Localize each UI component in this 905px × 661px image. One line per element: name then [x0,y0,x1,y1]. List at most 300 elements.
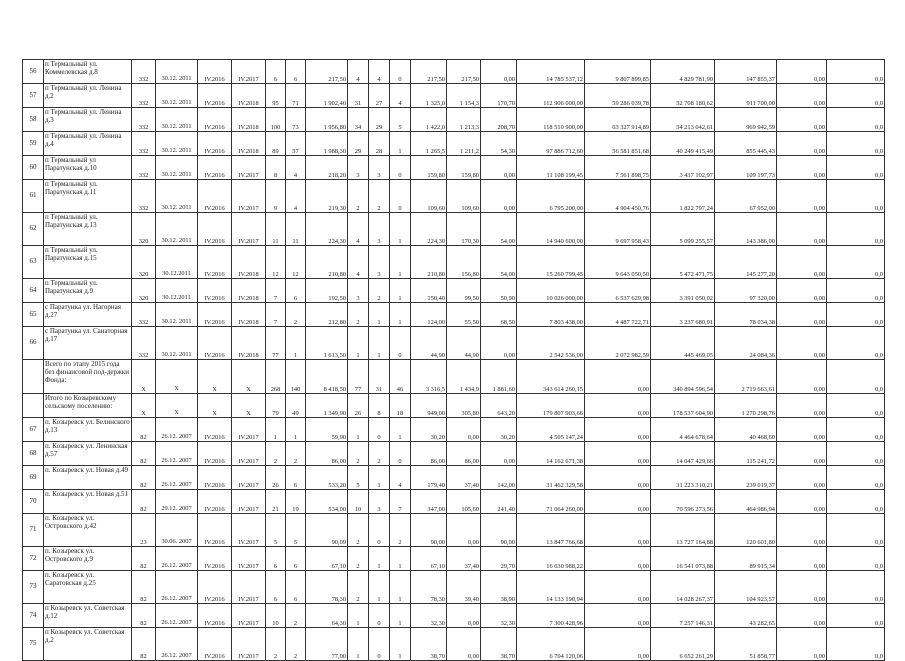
cell-c12: 1 211,2 [447,132,481,156]
address-cell: п. Козыревск ул. Белинского д.13 [44,418,132,442]
cell-c6: 6 [286,60,306,84]
cell-c4: IV.2017 [232,571,266,604]
cell-c1: 332 [132,156,156,180]
address-cell: п Термальный ул. Ленина д.2 [44,84,132,108]
cell-c19: 0,0 [827,327,885,360]
cell-c15: 0,00 [585,628,651,661]
cell-c15: 0,00 [585,514,651,547]
cell-c16: 31 223 310,21 [651,466,715,490]
cell-c3: IV.2016 [198,490,232,514]
cell-c12: 170,30 [447,213,481,246]
address-cell: п Термальный ул. Коммелевская д.8 [44,60,132,84]
cell-c4: IV.2018 [232,279,266,303]
cell-c7: 1 956,80 [306,108,348,132]
cell-c4: IV.2018 [232,246,266,279]
cell-c1: X [132,394,156,418]
cell-c18: 0,00 [777,628,827,661]
cell-c2: 30.12.2011 [156,246,198,279]
cell-c7: 59,90 [306,418,348,442]
cell-c2: X [156,360,198,394]
table-row [23,466,885,490]
cell-c3: IV.2016 [198,213,232,246]
cell-c5: 5 [266,514,286,547]
cell-c1: 82 [132,466,156,490]
cell-c17: 147 855,37 [715,60,777,84]
cell-c7: 1 988,30 [306,132,348,156]
cell-c9: 0 [369,628,390,661]
table-body [23,60,885,661]
cell-c10: 4 [390,84,411,108]
cell-c19: 0,0 [827,246,885,279]
cell-c5: 2 [266,442,286,466]
cell-c5: 26 [266,466,286,490]
cell-c10: 0 [390,442,411,466]
cell-c6: 73 [286,108,306,132]
cell-c12: 37,40 [447,466,481,490]
cell-c6: 140 [286,360,306,394]
cell-c19: 0,0 [827,442,885,466]
cell-c15: 0,00 [585,466,651,490]
cell-c10: 1 [390,418,411,442]
cell-c12: 39,40 [447,571,481,604]
cell-c3: IV.2016 [198,514,232,547]
cell-c1: 332 [132,60,156,84]
cell-c17: 464 986,94 [715,490,777,514]
cell-c17: 115 241,72 [715,442,777,466]
table-row [23,246,885,279]
cell-c13: 90,00 [481,514,517,547]
cell-c11: 217,50 [411,60,447,84]
cell-c4: IV.2017 [232,60,266,84]
cell-c8: 26 [348,394,369,418]
cell-c17: 67 952,00 [715,180,777,213]
row-number: 66 [23,327,44,360]
cell-c15: 4 487 722,71 [585,303,651,327]
table-row [23,60,885,84]
cell-c19: 0,0 [827,180,885,213]
cell-c10: 1 [390,303,411,327]
table-row [23,571,885,604]
cell-c7: 218,20 [306,156,348,180]
cell-c11: 949,00 [411,394,447,418]
address-cell: с Паратунка ул. Нагорная д.27 [44,303,132,327]
cell-c14: 16 630 988,22 [517,547,585,571]
cell-c6: 2 [286,628,306,661]
cell-c13: 54,00 [481,246,517,279]
cell-c15: 9 643 050,50 [585,246,651,279]
cell-c15: 2 072 982,59 [585,327,651,360]
cell-c18: 0,00 [777,180,827,213]
cell-c18: 0,00 [777,327,827,360]
cell-c10: 5 [390,108,411,132]
cell-c11: 159,80 [411,156,447,180]
address-cell: с Паратунка ул. Санаторная д.17 [44,327,132,360]
table-row [23,442,885,466]
cell-c18: 0,00 [777,394,827,418]
cell-c10: 1 [390,628,411,661]
cell-c3: IV.2016 [198,180,232,213]
row-number [23,394,44,418]
cell-c16: 445 469,05 [651,327,715,360]
cell-c14: 10 026 000,00 [517,279,585,303]
cell-c15: 59 286 039,78 [585,84,651,108]
cell-c8: 1 [348,418,369,442]
row-number: 70 [23,490,44,514]
cell-c5: 2 [266,628,286,661]
address-cell: п. Козыревск ул. Островского д.9 [44,547,132,571]
cell-c9: 3 [369,246,390,279]
cell-c16: 5 099 255,57 [651,213,715,246]
cell-c12: 37,40 [447,547,481,571]
cell-c16: 6 652 261,29 [651,628,715,661]
cell-c9: 2 [369,442,390,466]
cell-c12: 156,80 [447,246,481,279]
cell-c7: 210,80 [306,246,348,279]
cell-c5: 11 [266,213,286,246]
cell-c17: 40 468,60 [715,418,777,442]
cell-c4: IV.2017 [232,514,266,547]
cell-c5: 7 [266,279,286,303]
cell-c15: 0,00 [585,418,651,442]
cell-c9: 3 [369,490,390,514]
cell-c11: 224,30 [411,213,447,246]
cell-c14: 14 133 190,94 [517,571,585,604]
cell-c8: 1 [348,604,369,628]
table-row [23,514,885,547]
cell-c8: 2 [348,571,369,604]
cell-c2: 30.12. 2011 [156,213,198,246]
cell-c5: 12 [266,246,286,279]
cell-c7: 217,50 [306,60,348,84]
cell-c2: 30.06. 2007 [156,514,198,547]
cell-c16: 14 028 267,37 [651,571,715,604]
cell-c8: 31 [348,84,369,108]
cell-c16: 52 708 180,62 [651,84,715,108]
cell-c19: 0,0 [827,303,885,327]
cell-c13: 241,40 [481,490,517,514]
cell-c16: 4 464 678,64 [651,418,715,442]
cell-c17: 969 942,59 [715,108,777,132]
cell-c17: 911 700,00 [715,84,777,108]
cell-c19: 0,0 [827,394,885,418]
cell-c1: 320 [132,213,156,246]
cell-c9: 3 [369,156,390,180]
cell-c7: 77,00 [306,628,348,661]
cell-c2: 30.12. 2011 [156,60,198,84]
cell-c2: 26.12. 2007 [156,466,198,490]
cell-c10: 1 [390,604,411,628]
cell-c10: 1 [390,213,411,246]
cell-c4: IV.2018 [232,327,266,360]
row-number: 75 [23,628,44,661]
cell-c3: IV.2016 [198,279,232,303]
address-cell: п Термальный ул. Ленина д.4 [44,132,132,156]
cell-c13: 30,20 [481,418,517,442]
cell-c13: 0,00 [481,180,517,213]
cell-c9: 2 [369,180,390,213]
cell-c1: 82 [132,442,156,466]
cell-c5: 89 [266,132,286,156]
table-row [23,418,885,442]
cell-c4: IV.2017 [232,466,266,490]
cell-c4: IV.2017 [232,628,266,661]
row-number: 61 [23,180,44,213]
cell-c2: 26.12. 2007 [156,628,198,661]
cell-c1: 332 [132,180,156,213]
cell-c4: X [232,394,266,418]
cell-c18: 0,00 [777,108,827,132]
cell-c10: 0 [390,180,411,213]
cell-c8: 3 [348,279,369,303]
address-cell: п. Козыревск ул. Островского д.42 [44,514,132,547]
cell-c19: 0,0 [827,279,885,303]
cell-c17: 78 034,38 [715,303,777,327]
cell-c7: 1 902,40 [306,84,348,108]
cell-c16: 7 257 146,31 [651,604,715,628]
cell-c14: 31 462 329,58 [517,466,585,490]
cell-c13: 0,00 [481,60,517,84]
cell-c5: 77 [266,327,286,360]
cell-c6: 11 [286,213,306,246]
address-cell: п Козыревск ул. Советская д.12 [44,604,132,628]
cell-c18: 0,00 [777,60,827,84]
cell-c19: 0,0 [827,156,885,180]
cell-c11: 347,00 [411,490,447,514]
cell-c7: 224,30 [306,213,348,246]
row-number: 67 [23,418,44,442]
cell-c6: 1 [286,418,306,442]
cell-c15: 6 537 629,98 [585,279,651,303]
cell-c14: 6 795 200,00 [517,180,585,213]
cell-c8: 4 [348,60,369,84]
housing-program-table [22,59,885,661]
cell-c6: 4 [286,156,306,180]
cell-c11: 150,40 [411,279,447,303]
row-number: 69 [23,466,44,490]
cell-c5: 21 [266,490,286,514]
table-row [23,156,885,180]
cell-c17: 145 277,20 [715,246,777,279]
cell-c12: 99,50 [447,279,481,303]
row-number [23,360,44,394]
cell-c11: 32,30 [411,604,447,628]
cell-c9: 1 [369,571,390,604]
cell-c5: 95 [266,84,286,108]
cell-c10: 0 [390,60,411,84]
cell-c2: 26.12. 2007 [156,604,198,628]
cell-c15: 4 904 450,76 [585,180,651,213]
cell-c10: 1 [390,279,411,303]
cell-c13: 142,00 [481,466,517,490]
cell-c14: 97 886 712,60 [517,132,585,156]
cell-c17: 120 601,80 [715,514,777,547]
cell-c15: 0,00 [585,442,651,466]
cell-c3: IV.2016 [198,246,232,279]
cell-c15: 0,00 [585,571,651,604]
cell-c2: 30.12.2011 [156,279,198,303]
cell-c9: 4 [369,60,390,84]
cell-c4: IV.2018 [232,108,266,132]
cell-c6: 57 [286,132,306,156]
cell-c13: 50,90 [481,279,517,303]
cell-c10: 0 [390,327,411,360]
cell-c3: IV.2016 [198,84,232,108]
address-cell: Итого по Козыревскому сельскому поселению: [44,394,132,418]
cell-c17: 855 445,43 [715,132,777,156]
cell-c3: IV.2016 [198,327,232,360]
cell-c9: 1 [369,327,390,360]
cell-c11: 86,00 [411,442,447,466]
cell-c19: 0,0 [827,571,885,604]
cell-c18: 0,00 [777,156,827,180]
cell-c11: 67,10 [411,547,447,571]
address-cell: п Термальный ул. Ленина д.3 [44,108,132,132]
cell-c8: 2 [348,180,369,213]
cell-c6: 6 [286,466,306,490]
cell-c6: 6 [286,571,306,604]
cell-c8: 77 [348,360,369,394]
cell-c6: 6 [286,279,306,303]
cell-c9: 1 [369,303,390,327]
cell-c4: IV.2017 [232,418,266,442]
cell-c17: 109 197,73 [715,156,777,180]
cell-c15: 0,00 [585,604,651,628]
cell-c19: 0,0 [827,514,885,547]
cell-c1: 332 [132,108,156,132]
cell-c5: 268 [266,360,286,394]
cell-c9: 2 [369,279,390,303]
cell-c7: 1 613,50 [306,327,348,360]
cell-c8: 10 [348,490,369,514]
cell-c16: 340 894 596,54 [651,360,715,394]
cell-c18: 0,00 [777,84,827,108]
cell-c11: 109,60 [411,180,447,213]
cell-c18: 0,00 [777,246,827,279]
cell-c13: 170,70 [481,84,517,108]
cell-c2: 26.12. 2007 [156,547,198,571]
cell-c12: 0,00 [447,628,481,661]
cell-c13: 38,70 [481,628,517,661]
cell-c17: 89 915,34 [715,547,777,571]
cell-c4: IV.2017 [232,604,266,628]
cell-c6: 19 [286,490,306,514]
cell-c8: 1 [348,327,369,360]
cell-c4: IV.2018 [232,303,266,327]
cell-c5: 7 [266,303,286,327]
cell-c10: 18 [390,394,411,418]
cell-c12: 109,60 [447,180,481,213]
cell-c4: IV.2017 [232,490,266,514]
table-row [23,84,885,108]
cell-c19: 0,0 [827,360,885,394]
cell-c2: 26.12. 2007 [156,571,198,604]
cell-c6: 4 [286,180,306,213]
address-cell: п. Козыревск ул. Новая д.49 [44,466,132,490]
cell-c8: 29 [348,132,369,156]
cell-c14: 14 162 671,38 [517,442,585,466]
cell-c7: 212,80 [306,303,348,327]
cell-c13: 68,50 [481,303,517,327]
cell-c19: 0,0 [827,60,885,84]
cell-c9: 8 [369,394,390,418]
cell-c5: 6 [266,547,286,571]
cell-c11: 3 316,5 [411,360,447,394]
table-row [23,303,885,327]
cell-c9: 3 [369,213,390,246]
cell-c6: 1 [286,327,306,360]
cell-c7: 1 349,90 [306,394,348,418]
cell-c17: 51 858,77 [715,628,777,661]
address-cell: Всего по этапу 2015 года без финансовой под-держки Фонда: [44,360,132,394]
cell-c17: 24 084,36 [715,327,777,360]
cell-c11: 90,00 [411,514,447,547]
cell-c15: 0,00 [585,394,651,418]
table-row [23,213,885,246]
address-cell: п Козыревск ул. Советская д.2 [44,628,132,661]
cell-c7: 8 418,50 [306,360,348,394]
cell-c12: 0,00 [447,418,481,442]
cell-c3: IV.2016 [198,466,232,490]
cell-c4: IV.2017 [232,547,266,571]
cell-c15: 7 561 898,75 [585,156,651,180]
cell-c14: 343 614 260,15 [517,360,585,394]
cell-c11: 124,00 [411,303,447,327]
cell-c12: 0,00 [447,514,481,547]
cell-c14: 2 542 536,00 [517,327,585,360]
address-cell: п Термальный ул Паратунская д.10 [44,156,132,180]
cell-c5: 100 [266,108,286,132]
cell-c12: 44,90 [447,327,481,360]
cell-c8: 2 [348,514,369,547]
cell-c17: 104 923,57 [715,571,777,604]
cell-c6: 2 [286,303,306,327]
cell-c9: 31 [369,360,390,394]
cell-c8: 2 [348,547,369,571]
cell-c3: IV.2016 [198,571,232,604]
cell-c14: 179 807 903,66 [517,394,585,418]
cell-c11: 179,40 [411,466,447,490]
cell-c12: 305,80 [447,394,481,418]
cell-c9: 0 [369,604,390,628]
address-cell: п. Козыревск ул. Новая д.51 [44,490,132,514]
cell-c2: 29.12. 2007 [156,490,198,514]
cell-c17: 97 320,00 [715,279,777,303]
cell-c13: 0,00 [481,327,517,360]
cell-c4: IV.2017 [232,213,266,246]
table-row [23,180,885,213]
cell-c17: 1 270 298,76 [715,394,777,418]
cell-c10: 0 [390,156,411,180]
row-number: 63 [23,246,44,279]
cell-c9: 27 [369,84,390,108]
cell-c18: 0,00 [777,514,827,547]
cell-c3: IV.2016 [198,628,232,661]
cell-c2: 26.12. 2007 [156,418,198,442]
cell-c1: 320 [132,246,156,279]
cell-c16: 3 237 680,91 [651,303,715,327]
cell-c1: 320 [132,279,156,303]
cell-c16: 14 047 429,66 [651,442,715,466]
cell-c14: 6 704 120,06 [517,628,585,661]
cell-c1: 82 [132,490,156,514]
cell-c19: 0,0 [827,547,885,571]
cell-c10: 4 [390,466,411,490]
cell-c17: 143 386,00 [715,213,777,246]
cell-c19: 0,0 [827,490,885,514]
cell-c3: IV.2016 [198,60,232,84]
cell-c7: 67,10 [306,547,348,571]
cell-c19: 0,0 [827,628,885,661]
